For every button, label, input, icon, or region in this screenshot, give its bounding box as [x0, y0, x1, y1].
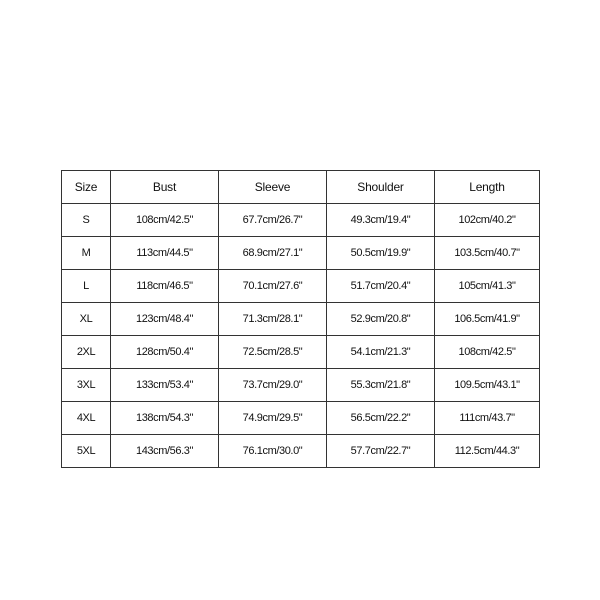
shoulder-cell: 57.7cm/22.7" [327, 435, 435, 468]
header-bust: Bust [111, 171, 219, 204]
bust-cell: 123cm/48.4" [111, 303, 219, 336]
length-cell: 102cm/40.2" [435, 204, 540, 237]
bust-cell: 133cm/53.4" [111, 369, 219, 402]
size-cell: 4XL [62, 402, 111, 435]
length-cell: 109.5cm/43.1" [435, 369, 540, 402]
length-cell: 103.5cm/40.7" [435, 237, 540, 270]
table-row [62, 435, 540, 468]
size-cell: M [62, 237, 111, 270]
sleeve-cell: 72.5cm/28.5" [219, 336, 327, 369]
table-row [62, 204, 540, 237]
length-cell: 105cm/41.3" [435, 270, 540, 303]
bust-cell: 128cm/50.4" [111, 336, 219, 369]
table-row [62, 270, 540, 303]
table-row [62, 402, 540, 435]
header-size: Size [62, 171, 111, 204]
sleeve-cell: 76.1cm/30.0" [219, 435, 327, 468]
bust-cell: 108cm/42.5" [111, 204, 219, 237]
bust-cell: 143cm/56.3" [111, 435, 219, 468]
sleeve-cell: 74.9cm/29.5" [219, 402, 327, 435]
size-chart-table [61, 170, 540, 468]
size-cell: XL [62, 303, 111, 336]
shoulder-cell: 49.3cm/19.4" [327, 204, 435, 237]
sleeve-cell: 67.7cm/26.7" [219, 204, 327, 237]
length-cell: 112.5cm/44.3" [435, 435, 540, 468]
size-cell: L [62, 270, 111, 303]
length-cell: 108cm/42.5" [435, 336, 540, 369]
header-row [62, 171, 540, 204]
sleeve-cell: 68.9cm/27.1" [219, 237, 327, 270]
header-shoulder: Shoulder [327, 171, 435, 204]
table-row [62, 336, 540, 369]
table-row [62, 369, 540, 402]
size-cell: 5XL [62, 435, 111, 468]
size-cell: 2XL [62, 336, 111, 369]
sleeve-cell: 73.7cm/29.0" [219, 369, 327, 402]
shoulder-cell: 51.7cm/20.4" [327, 270, 435, 303]
header-length: Length [435, 171, 540, 204]
size-cell: 3XL [62, 369, 111, 402]
bust-cell: 113cm/44.5" [111, 237, 219, 270]
size-cell: S [62, 204, 111, 237]
header-sleeve: Sleeve [219, 171, 327, 204]
bust-cell: 138cm/54.3" [111, 402, 219, 435]
table-row [62, 303, 540, 336]
bust-cell: 118cm/46.5" [111, 270, 219, 303]
sleeve-cell: 70.1cm/27.6" [219, 270, 327, 303]
sleeve-cell: 71.3cm/28.1" [219, 303, 327, 336]
shoulder-cell: 54.1cm/21.3" [327, 336, 435, 369]
shoulder-cell: 55.3cm/21.8" [327, 369, 435, 402]
length-cell: 106.5cm/41.9" [435, 303, 540, 336]
shoulder-cell: 50.5cm/19.9" [327, 237, 435, 270]
length-cell: 111cm/43.7" [435, 402, 540, 435]
shoulder-cell: 56.5cm/22.2" [327, 402, 435, 435]
shoulder-cell: 52.9cm/20.8" [327, 303, 435, 336]
table-row [62, 237, 540, 270]
